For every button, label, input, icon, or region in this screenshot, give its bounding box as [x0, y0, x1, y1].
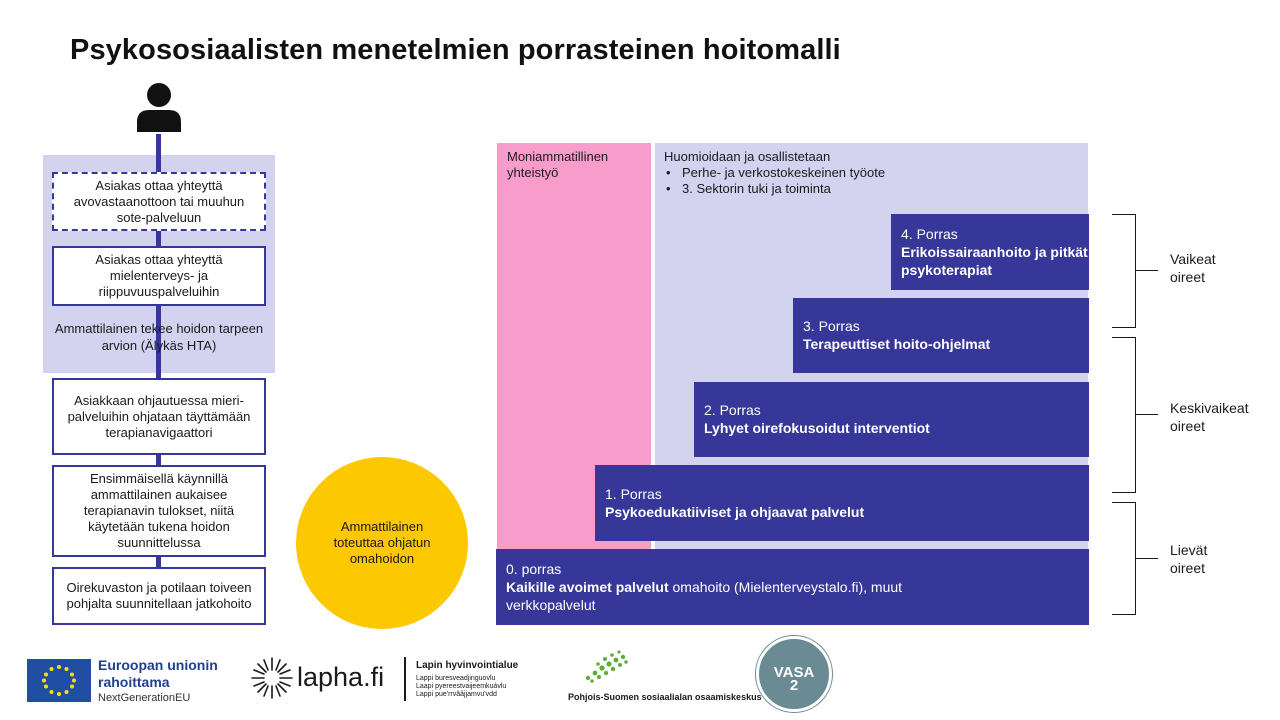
severe-label: Vaikeat oireet	[1170, 251, 1216, 285]
pso-dots-icon	[578, 648, 632, 686]
step-0-description	[506, 579, 902, 613]
logo-divider	[404, 657, 406, 701]
mild-bracket	[1112, 502, 1136, 615]
step-1-label: 1. Porras	[605, 486, 662, 502]
flow-box-first-visit: Ensimmäisellä käynnillä ammattilainen aukaisee terapianavin tulokset, niitä käytetään tukena hoidon suunnittelussa	[52, 465, 266, 557]
assessment-text: Ammattilainen tekee hoidon tarpeen arvion (Älykäs HTA)	[54, 321, 264, 353]
consideration-block	[664, 149, 1084, 197]
lapin-title: Lapin hyvinvointialue	[416, 660, 519, 671]
lapin-line: Laapi pyereestvaijeemkuávlu	[416, 683, 507, 690]
page-title: Psykososiaalisten menetelmien porrasteinen hoitomalli	[70, 34, 841, 66]
flow-box-contact-sote: Asiakas ottaa yhteyttä avovastaanottoon tai muuhun sote-palveluun	[52, 172, 266, 231]
step-3-label: 3. Porras	[803, 318, 860, 334]
moderate-bracket-tick	[1136, 414, 1158, 415]
step-2	[694, 382, 1089, 457]
vasa-title: VASA	[773, 664, 815, 681]
eu-nextgen-text: NextGenerationEU	[98, 692, 191, 704]
eu-funding-text	[98, 657, 218, 691]
multiprofessional-heading: Moniammatillinen yhteistyö	[507, 149, 609, 180]
step-2-label: 2. Porras	[704, 402, 761, 418]
step-4	[891, 214, 1089, 290]
eu-funding-line1: Euroopan unionin	[98, 657, 218, 673]
consideration-item: • 3. Sektorin tuki ja toiminta	[664, 181, 1084, 197]
severe-bracket-tick	[1136, 270, 1158, 271]
step-2-name: Lyhyet oirefokusoidut interventiot	[704, 420, 930, 436]
consideration-list	[664, 165, 1084, 197]
step-0-name: Kaikille avoimet palvelut	[506, 579, 669, 595]
pso-logo-text: Pohjois-Suomen sosiaalialan osaamiskeskus	[568, 692, 762, 702]
step-0	[496, 549, 1089, 625]
step-0-rest: omahoito (Mielenterveystalo.fi), muut verkkopalvelut	[506, 579, 903, 613]
vasa-number: 2	[789, 677, 799, 694]
step-3-name: Terapeuttiset hoito-ohjelmat	[803, 336, 991, 352]
lapin-line: Lappi buresveadjinguovlu	[416, 675, 496, 682]
mild-label: Lievät oireet	[1170, 542, 1208, 576]
flow-box-follow-up: Oirekuvaston ja potilaan toiveen pohjalta suunnitellaan jatkohoito	[52, 567, 266, 625]
lapha-logo-text: lapha.fi	[297, 662, 385, 692]
severe-bracket	[1112, 214, 1136, 328]
step-0-label: 0. porras	[506, 561, 562, 577]
guided-self-care-circle	[296, 457, 468, 629]
moderate-label: Keskivaikeat oireet	[1170, 400, 1249, 434]
mild-bracket-tick	[1136, 558, 1158, 559]
step-4-label: 4. Porras	[901, 226, 958, 242]
step-3	[793, 298, 1089, 373]
step-1-name: Psykoedukatiiviset ja ohjaavat palvelut	[605, 504, 865, 520]
flow-box-therapy-navigator: Asiakkaan ohjautuessa mieri-palveluihin ohjataan täyttämään terapianavigaattori	[52, 378, 266, 455]
eu-funding-line2: rahoittama	[98, 674, 170, 690]
flow-box-contact-mental-health: Asiakas ottaa yhteyttä mielenterveys- ja riippuvuuspalveluihin	[52, 246, 266, 306]
lapha-sun-icon	[250, 656, 294, 700]
step-1	[595, 465, 1089, 541]
lapin-line: Lappi pue'rrvââjjamvu'vdd	[416, 691, 497, 698]
eu-flag-icon	[27, 659, 91, 702]
person-icon	[136, 82, 182, 132]
vasa-badge-text	[756, 666, 832, 692]
consideration-item: • Perhe- ja verkostokeskeinen työote	[664, 165, 1084, 181]
step-4-name: Erikoissairaanhoito ja pitkät psykoterapiat	[901, 244, 1088, 278]
guided-self-care-text: Ammattilainen toteuttaa ohjatun omahoidon	[333, 519, 431, 566]
moderate-bracket	[1112, 337, 1136, 493]
consideration-heading: Huomioidaan ja osallistetaan	[664, 149, 831, 164]
